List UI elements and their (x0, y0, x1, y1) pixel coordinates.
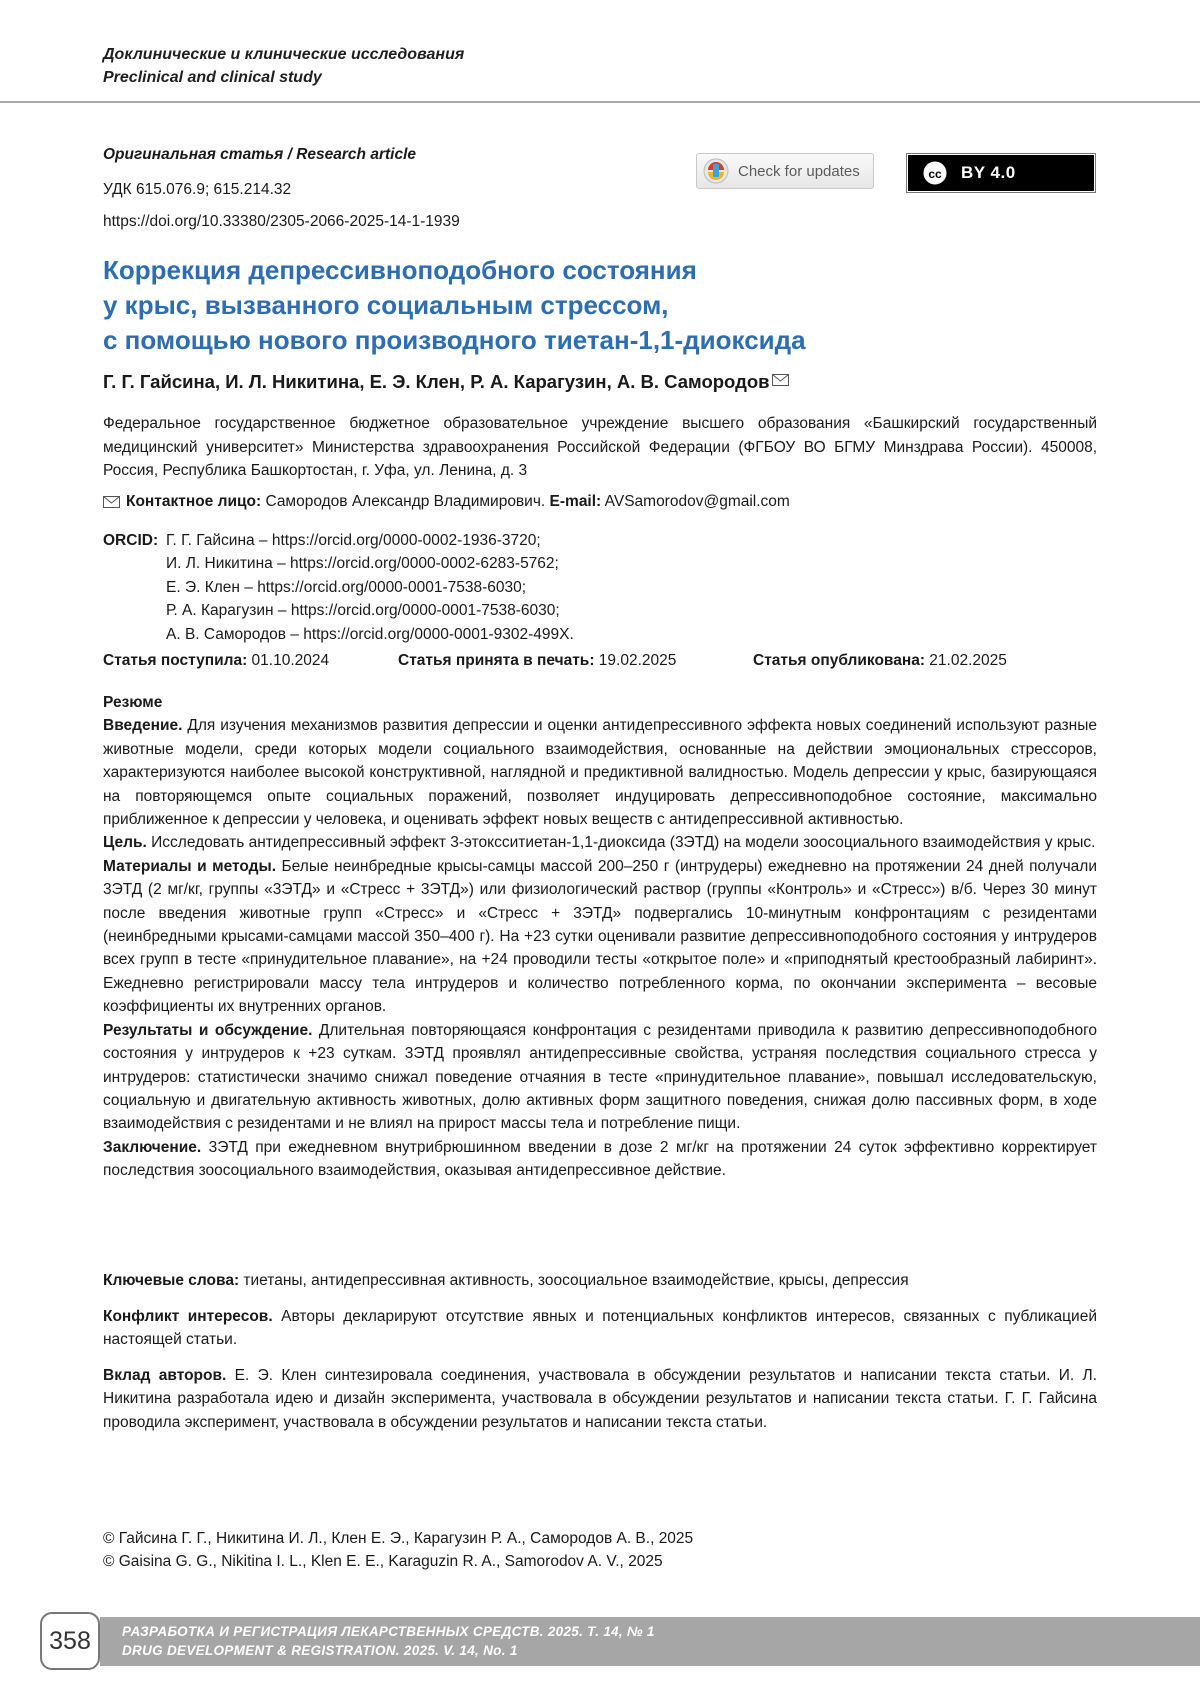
article-type: Оригинальная статья / Research article (103, 146, 416, 163)
affiliation: Федеральное государственное бюджетное образовательное учреждение высшего образования «Башкирский государственный медицинский университет» Министерства здравоохранения Российской Федерации (ФГБОУ ВО БГМУ Минздрава России). 450008, Россия, Республика Башкортостан, г. Уфа, ул. Ленина, д. 3 (103, 415, 1097, 479)
conflict-text: Авторы декларируют отсутствие явных и потенциальных конфликтов интересов, связанных с публикацией настоящей статьи. (103, 1308, 1097, 1349)
title-line: с помощью нового производного тиетан-1,1-диоксида (103, 325, 806, 355)
abstract-heading: Резюме (103, 694, 163, 711)
orcid-list (166, 529, 574, 646)
header-divider (0, 101, 1200, 103)
contact-name: Самородов Александр Владимирович. (261, 493, 550, 510)
results-label: Результаты и обсуждение. (103, 1021, 313, 1039)
check-updates-label: Check for updates (738, 162, 860, 180)
published-date: 21.02.2025 (925, 652, 1007, 669)
copyright (103, 1527, 693, 1573)
received-date: 01.10.2024 (247, 652, 330, 669)
author-list (103, 371, 789, 393)
keywords-text: тиетаны, антидепрессивная активность, зоосоциальное взаимодействие, крысы, депрессия (239, 1272, 909, 1289)
email-label: E-mail: (549, 493, 602, 510)
journal-section-ru: Доклинические и клинические исследования (103, 46, 465, 63)
authors-text: Г. Г. Гайсина, И. Л. Никитина, Е. Э. Клен, Р. А. Карагузин, А. В. Самородов (103, 371, 770, 392)
conflict-label: Конфликт интересов. (103, 1308, 273, 1325)
running-header (103, 43, 464, 89)
conflict-of-interest (103, 1305, 1097, 1352)
license-label: BY 4.0 (961, 163, 1016, 182)
orcid-entry[interactable]: И. Л. Никитина – https://orcid.org/0000-0002-6283-5762; (166, 555, 559, 573)
article-title (103, 253, 983, 358)
abstract-results (103, 1019, 1097, 1136)
cc-logo-text: cc (928, 167, 942, 181)
date-accepted (398, 652, 676, 670)
accepted-label: Статья принята в печать: (398, 652, 595, 669)
intro-label: Введение. (103, 717, 183, 735)
orcid-label: ORCID: (103, 532, 159, 549)
contact-label: Контактное лицо: (126, 493, 262, 510)
contribution-text: Е. Э. Клен синтезировала соединения, участвовала в обсуждении результатов и написании текста статьи. И. Л. Никитина разработала идею и дизайн эксперимента, участвовала в обсуждении результатов и написании текста статьи. Г. Г. Гайсина проводила эксперимент, участвовала в обсуждении результатов и написании текста статьи. (103, 1367, 1097, 1431)
intro-text: Для изучения механизмов развития депрессии и оценки антидепрессивного эффекта новых соединений используют разные животные модели, среди которых модели социального взаимодействия, основанные на действии эмоциональных стрессоров, характеризуются наиболее высокой конструктивной, наглядной и предиктивной валидностью. Модель депрессии у крыс, базирующаяся на повторяющемся опыте социальных поражений, позволяет индуцировать депрессивноподобное состояние, максимально приближенное к депрессии у человека, и оценивать эффект новых веществ с антидепрессивной активностью. (103, 717, 1097, 829)
journal-section-en: Preclinical and clinical study (103, 69, 322, 86)
accepted-date: 19.02.2025 (594, 652, 677, 669)
footer-journal (122, 1622, 655, 1660)
page-number: 358 (40, 1612, 100, 1670)
title-line: у крыс, вызванного социальным стрессом, (103, 290, 669, 320)
aim-text: Исследовать антидепрессивный эффект 3-этоксситиетан-1,1-диоксида (3ЭТД) на модели зоосоциального взаимодействия у крыс. (146, 834, 1096, 852)
conclusion-text: 3ЭТД при ежедневном внутрибрюшинном введении в дозе 2 мг/кг на протяжении 24 суток эффективно корректирует последствия зоосоциального взаимодействия, оказывая антидепрессивное действие. (103, 1138, 1097, 1180)
received-label: Статья поступила: (103, 652, 248, 669)
contact-person (103, 493, 790, 511)
cc-license-badge[interactable] (908, 155, 1094, 191)
footer-journal-ru: РАЗРАБОТКА И РЕГИСТРАЦИЯ ЛЕКАРСТВЕННЫХ СРЕДСТВ. 2025. Т. 14, № 1 (122, 1624, 655, 1639)
abstract (103, 691, 1097, 1183)
copyright-ru: © Гайсина Г. Г., Никитина И. Л., Клен Е. Э., Карагузин Р. А., Самородов А. В., 2025 (103, 1530, 694, 1547)
contact-email[interactable]: AVSamorodov@gmail.com (601, 493, 790, 510)
aim-label: Цель. (103, 834, 147, 852)
keywords-label: Ключевые слова: (103, 1272, 240, 1289)
published-label: Статья опубликована: (753, 652, 925, 669)
crossmark-icon (703, 158, 729, 184)
footer-journal-en: DRUG DEVELOPMENT & REGISTRATION. 2025. V. 14, No. 1 (122, 1643, 518, 1658)
abstract-intro (103, 714, 1097, 831)
copyright-en: © Gaisina G. G., Nikitina I. L., Klen E. E., Karaguzin R. A., Samorodov A. V., 2025 (103, 1553, 663, 1570)
results-text: Длительная повторяющаяся конфронтация с резидентами приводила к развитию депрессивноподобного состояния у интрудеров к +23 суткам. 3ЭТД проявлял антидепрессивные свойства, устраняя последствия социального стресса у интрудеров: статистически значимо снижал поведение отчаяния в тесте «принудительное плавание», повышал исследовательскую, социальную и двигательную активность животных, долю активных форм защитного поведения, снижая долю пассивных форм, в ходе взаимодействия с резидентами и не влиял на прирост массы тела и потребление пищи. (103, 1021, 1097, 1133)
keywords (103, 1269, 1097, 1292)
check-for-updates-badge[interactable] (696, 153, 874, 189)
abstract-conclusion (103, 1136, 1097, 1183)
orcid-entry[interactable]: Е. Э. Клен – https://orcid.org/0000-0001-7538-6030; (166, 578, 527, 596)
methods-label: Материалы и методы. (103, 857, 277, 875)
author-contribution (103, 1364, 1097, 1434)
methods-text: Белые неинбредные крысы-самцы массой 200–250 г (интрудеры) ежедневно на протяжении 24 дней получали 3ЭТД (2 мг/кг, группы «3ЭТД» и «Стресс + 3ЭТД») или физиологический раствор (группы «Контроль» и «Стресс») в/б. Через 30 минут после введения животные групп «Стресс» и «Стресс + 3ЭТД» подвергались 10-минутным конфронтациям с резидентами (неинбредными крысами-самцами массой 350–400 г). На +23 сутки оценивали развитие депрессивноподобного состояния у интрудеров всех групп в тесте «принудительное плавание», на +24 проводили тесты «открытое поле» и «приподнятый крестообразный лабиринт». Ежедневно регистрировали массу тела интрудеров и количество потребленного корма, по окончании эксперимента – весовые коэффициенты их внутренних органов. (103, 857, 1097, 1016)
conclusion-label: Заключение. (103, 1138, 202, 1156)
abstract-methods (103, 855, 1097, 1019)
date-received (103, 652, 329, 670)
doi-link[interactable]: https://doi.org/10.33380/2305-2066-2025-14-1-1939 (103, 213, 460, 230)
envelope-icon (103, 496, 120, 508)
orcid-entry[interactable]: Р. А. Карагузин – https://orcid.org/0000-0001-7538-6030; (166, 602, 560, 620)
envelope-icon (772, 374, 789, 386)
contribution-label: Вклад авторов. (103, 1367, 227, 1384)
date-published (753, 652, 1007, 670)
orcid-entry[interactable]: Г. Г. Гайсина – https://orcid.org/0000-0002-1936-3720; (166, 532, 541, 549)
udk-code: УДК 615.076.9; 615.214.32 (103, 181, 292, 198)
abstract-aim (103, 831, 1097, 854)
creative-commons-icon (917, 159, 953, 187)
orcid-entry[interactable]: А. В. Самородов – https://orcid.org/0000-0001-9302-499X. (166, 625, 574, 643)
title-line: Коррекция депрессивноподобного состояния (103, 255, 697, 285)
